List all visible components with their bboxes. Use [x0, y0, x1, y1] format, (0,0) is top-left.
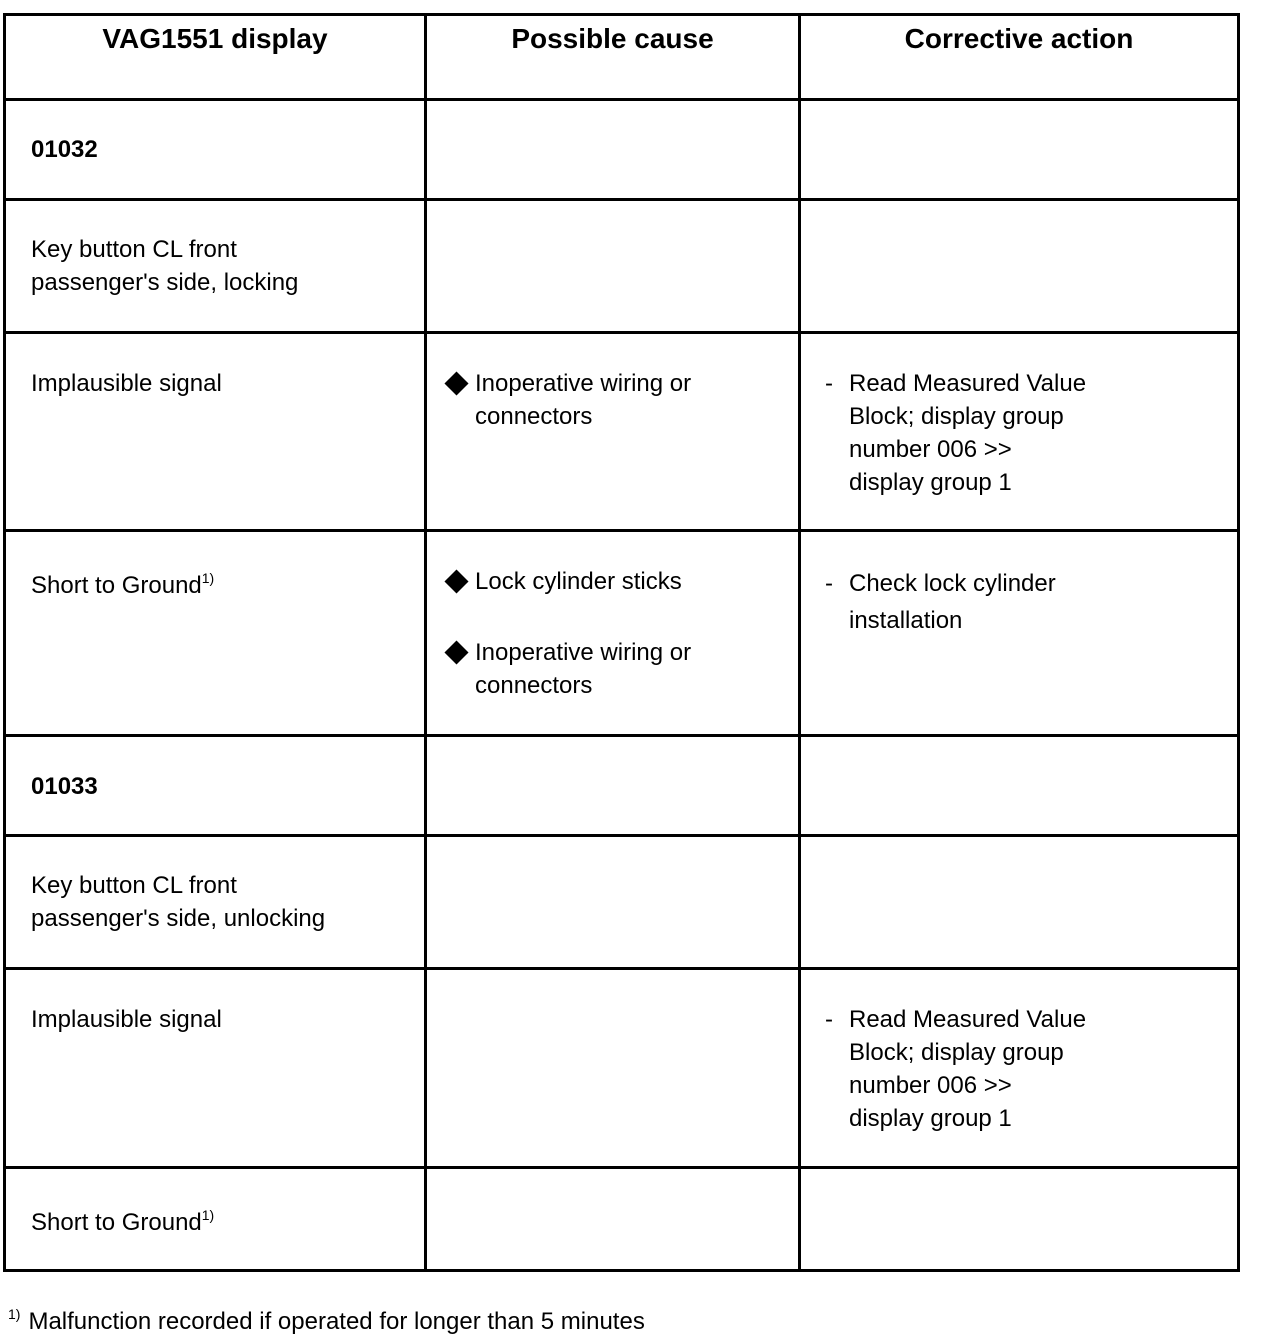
row-divider — [6, 1166, 1237, 1169]
row-divider — [6, 331, 1237, 334]
cause-text: Lock cylinder sticks — [475, 568, 682, 595]
column-divider — [798, 16, 801, 1269]
component-description: Key button CL front passenger's side, unlocking — [31, 872, 326, 932]
column-divider — [424, 16, 427, 1269]
footnote-text: Malfunction recorded if operated for longer than 5 minutes — [28, 1308, 645, 1335]
footnote — [8, 1305, 645, 1338]
row-divider — [6, 98, 1237, 101]
cause-item — [443, 636, 691, 702]
corrective-action — [825, 1003, 1086, 1135]
fault-type — [31, 569, 214, 602]
row-divider — [6, 967, 1237, 970]
dash-marker: - — [825, 570, 833, 597]
cause-item — [443, 367, 691, 433]
row-divider — [6, 198, 1237, 201]
header-corrective-action: Corrective action — [904, 23, 1134, 54]
component-description: Key button CL front passenger's side, locking — [31, 236, 299, 296]
row-divider — [6, 734, 1237, 737]
action-text: Read Measured Value Block; display group number 006 >> display group 1 — [849, 1006, 1087, 1132]
action-text: Read Measured Value Block; display group number 006 >> display group 1 — [849, 370, 1087, 496]
footnote-ref: 1) — [201, 1207, 215, 1223]
fault-type: Implausible signal — [31, 1006, 222, 1033]
corrective-action — [825, 565, 1056, 639]
fault-code: 01032 — [31, 136, 98, 163]
fault-type-text: Short to Ground — [31, 1209, 202, 1236]
header-vag1551-display: VAG1551 display — [102, 23, 328, 54]
footnote-marker: 1) — [8, 1306, 21, 1322]
dash-marker: - — [825, 370, 833, 397]
diagnostic-table — [3, 13, 1240, 1272]
fault-type-text: Short to Ground — [31, 572, 202, 599]
diamond-bullet-icon — [444, 640, 468, 664]
cause-text: Inoperative wiring or connectors — [475, 639, 692, 699]
diamond-bullet-icon — [444, 569, 468, 593]
cause-item — [443, 565, 682, 598]
fault-code: 01033 — [31, 773, 98, 800]
dash-marker: - — [825, 1006, 833, 1033]
header-possible-cause: Possible cause — [511, 23, 714, 54]
fault-type: Implausible signal — [31, 370, 222, 397]
fault-type — [31, 1206, 214, 1239]
cause-text: Inoperative wiring or connectors — [475, 370, 692, 430]
row-divider — [6, 529, 1237, 532]
row-divider — [6, 834, 1237, 837]
footnote-ref: 1) — [201, 570, 215, 586]
diamond-bullet-icon — [444, 371, 468, 395]
corrective-action — [825, 367, 1086, 499]
action-text: Check lock cylinder installation — [849, 570, 1056, 634]
